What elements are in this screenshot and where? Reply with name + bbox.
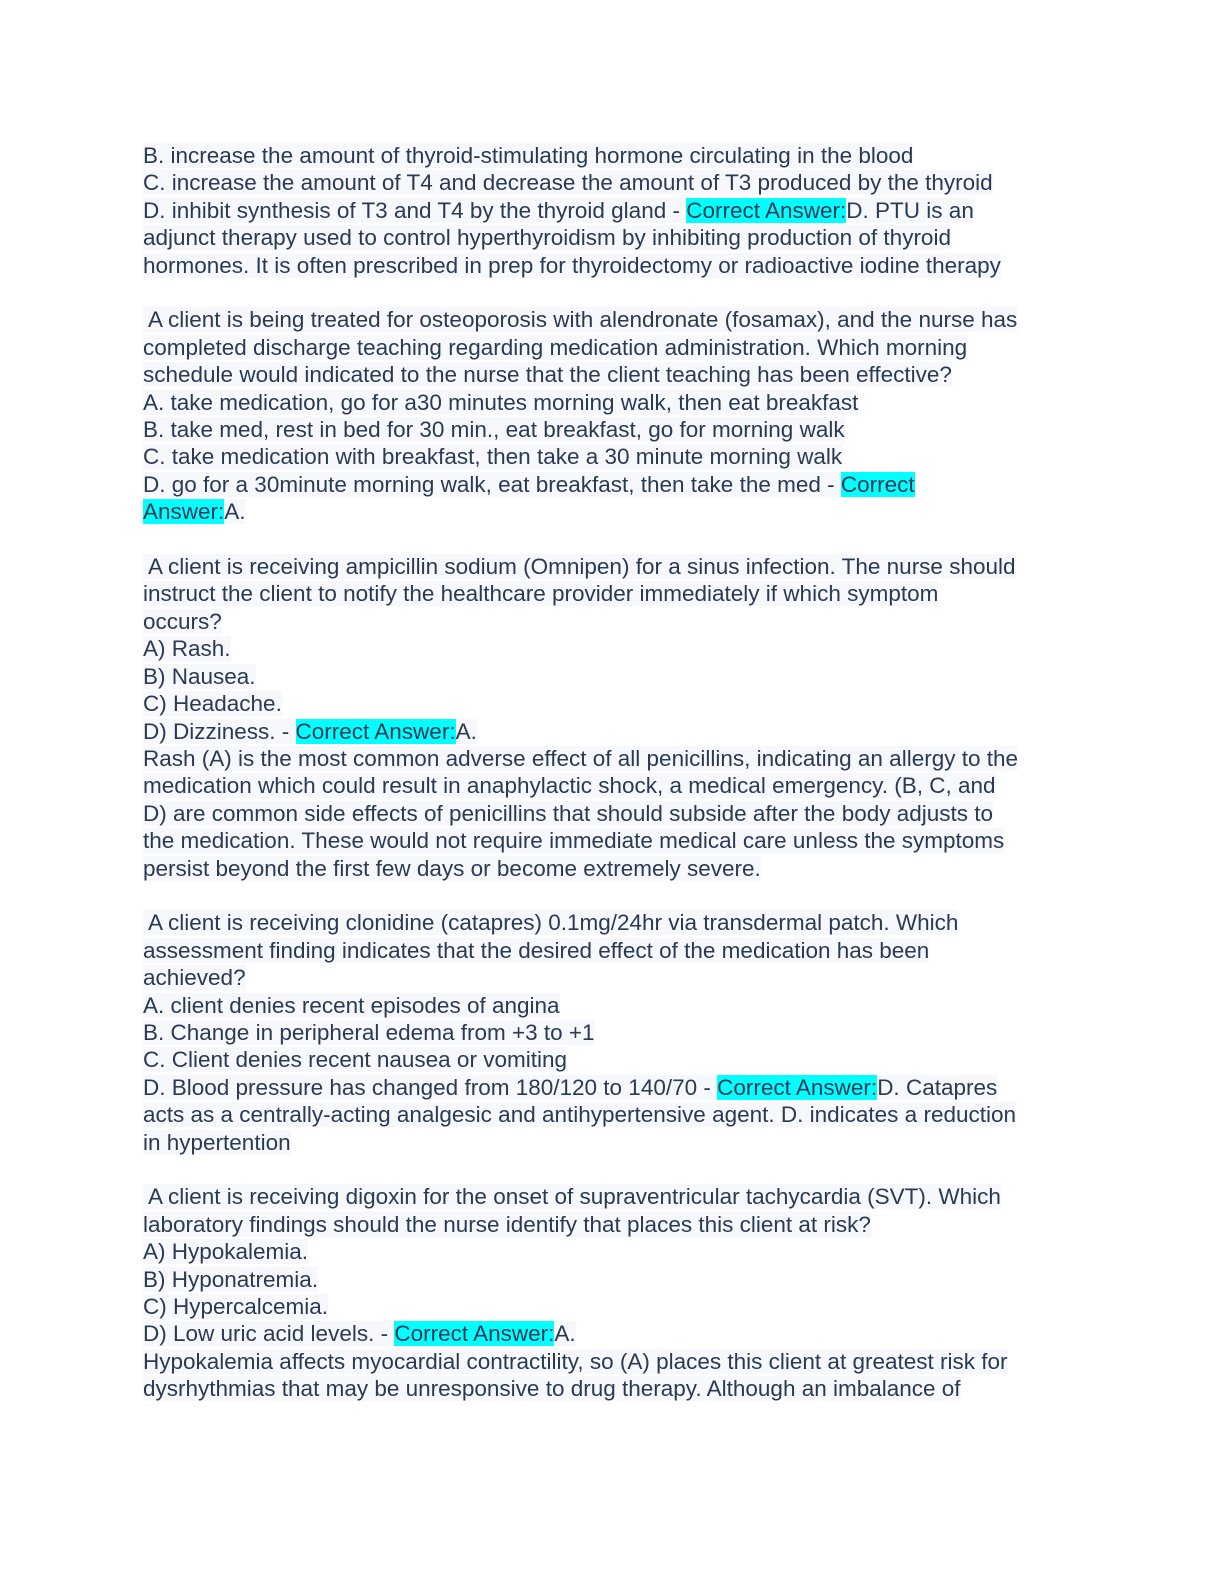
question-block: [143, 1183, 1078, 1402]
question-block: [143, 553, 1078, 882]
text-line: [143, 1019, 1078, 1046]
line-text: achieved?: [143, 965, 246, 991]
line-text: completed discharge teaching regarding medication administration. Which morning: [143, 334, 968, 360]
document-page: [143, 142, 1078, 1403]
text-line: [143, 608, 1078, 635]
correct-answer-highlight: Correct Answer:: [394, 1321, 555, 1347]
text-line: [143, 690, 1078, 717]
correct-answer-highlight: Answer:: [143, 499, 225, 525]
text-line: [143, 964, 1078, 991]
correct-answer-highlight: Correct Answer:: [295, 718, 456, 744]
line-text: D. inhibit synthesis of T3 and T4 by the thyroid gland -: [143, 197, 687, 223]
line-text: schedule would indicated to the nurse that the client teaching has been effective?: [143, 362, 952, 388]
text-line: [143, 909, 1078, 936]
text-line: [143, 1238, 1078, 1265]
line-text: A client is receiving digoxin for the onset of supraventricular tachycardia (SVT). Which: [143, 1184, 1001, 1210]
line-text: B) Hyponatremia.: [143, 1266, 319, 1292]
text-line: [143, 1074, 1078, 1101]
line-text: Hypokalemia affects myocardial contractility, so (A) places this client at greatest risk for: [143, 1348, 1008, 1374]
text-line: [143, 1348, 1078, 1375]
text-line: [143, 334, 1078, 361]
line-text: D. go for a 30minute morning walk, eat breakfast, then take the med -: [143, 471, 841, 497]
line-text: hormones. It is often prescribed in prep for thyroidectomy or radioactive iodine therapy: [143, 252, 1001, 278]
correct-answer-highlight: Correct Answer:: [717, 1074, 878, 1100]
line-text: in hypertention: [143, 1129, 291, 1155]
text-line: [143, 416, 1078, 443]
answer-text: D. Catapres: [877, 1074, 998, 1100]
line-text: D. Blood pressure has changed from 180/120 to 140/70 -: [143, 1074, 718, 1100]
text-line: [143, 635, 1078, 662]
line-text: medication which could result in anaphylactic shock, a medical emergency. (B, C, and: [143, 773, 996, 799]
line-text: C. increase the amount of T4 and decrease the amount of T3 produced by the thyroid: [143, 170, 993, 196]
text-line: [143, 553, 1078, 580]
text-line: [143, 827, 1078, 854]
line-text: A) Rash.: [143, 636, 231, 662]
paragraph-gap: [143, 526, 1078, 553]
line-text: B) Nausea.: [143, 663, 256, 689]
line-text: instruct the client to notify the healthcare provider immediately if which symptom: [143, 581, 939, 607]
line-text: C) Headache.: [143, 691, 282, 717]
line-text: D) Dizziness. -: [143, 718, 296, 744]
line-text: B. Change in peripheral edema from +3 to +1: [143, 1019, 595, 1045]
text-line: [143, 772, 1078, 799]
text-line: [143, 1129, 1078, 1156]
text-line: [143, 142, 1078, 169]
text-line: [143, 361, 1078, 388]
line-text: adjunct therapy used to control hyperthyroidism by inhibiting production of thyroid: [143, 225, 951, 251]
line-text: A) Hypokalemia.: [143, 1239, 309, 1265]
text-line: [143, 1101, 1078, 1128]
text-line: [143, 197, 1078, 224]
line-text: C) Hypercalcemia.: [143, 1294, 329, 1319]
answer-text: A.: [455, 718, 477, 744]
line-text: D) are common side effects of penicillins that should subside after the body adjusts to: [143, 800, 994, 826]
text-line: [143, 580, 1078, 607]
paragraph-gap: [143, 1156, 1078, 1183]
text-line: [143, 745, 1078, 772]
correct-answer-highlight: Correct: [840, 471, 915, 497]
text-line: [143, 855, 1078, 882]
text-line: [143, 992, 1078, 1019]
question-block: [143, 306, 1078, 525]
text-line: [143, 498, 1078, 525]
line-text: A. client denies recent episodes of angina: [143, 992, 560, 1018]
text-line: [143, 937, 1078, 964]
line-text: acts as a centrally-acting analgesic and antihypertensive agent. D. indicates a reduction: [143, 1102, 1017, 1128]
text-line: [143, 471, 1078, 498]
line-text: assessment finding indicates that the desired effect of the medication has been: [143, 937, 930, 963]
text-line: [143, 169, 1078, 196]
line-text: occurs?: [143, 608, 222, 634]
line-text: C. Client denies recent nausea or vomiting: [143, 1047, 567, 1073]
question-block: [143, 142, 1078, 279]
text-line: [143, 389, 1078, 416]
line-text: A client is receiving ampicillin sodium (Omnipen) for a sinus infection. The nurse should: [143, 554, 1016, 580]
text-line: [143, 1211, 1078, 1238]
line-text: A. take medication, go for a30 minutes morning walk, then eat breakfast: [143, 389, 859, 415]
line-text: B. take med, rest in bed for 30 min., eat breakfast, go for morning walk: [143, 417, 845, 443]
line-text: A client is being treated for osteoporosis with alendronate (fosamax), and the nurse has: [143, 307, 1018, 333]
text-line: [143, 443, 1078, 470]
paragraph-gap: [143, 882, 1078, 909]
text-line: [143, 252, 1078, 279]
text-line: [143, 663, 1078, 690]
text-line: [143, 1375, 1078, 1402]
answer-text: D. PTU is an: [846, 197, 974, 223]
line-text: A client is receiving clonidine (catapres) 0.1mg/24hr via transdermal patch. Which: [143, 910, 959, 936]
line-text: B. increase the amount of thyroid-stimulating hormone circulating in the blood: [143, 143, 914, 168]
question-block: [143, 909, 1078, 1156]
text-line: [143, 1293, 1078, 1320]
text-line: [143, 800, 1078, 827]
answer-text: A.: [224, 499, 246, 525]
text-line: [143, 1266, 1078, 1293]
line-text: dysrhythmias that may be unresponsive to drug therapy. Although an imbalance of: [143, 1376, 961, 1402]
line-text: C. take medication with breakfast, then take a 30 minute morning walk: [143, 444, 843, 470]
answer-text: A.: [554, 1321, 576, 1347]
text-line: [143, 1183, 1078, 1210]
text-line: [143, 718, 1078, 745]
text-line: [143, 224, 1078, 251]
line-text: Rash (A) is the most common adverse effect of all penicillins, indicating an allergy to the: [143, 745, 1019, 771]
text-line: [143, 1320, 1078, 1347]
paragraph-gap: [143, 279, 1078, 306]
text-line: [143, 1046, 1078, 1073]
line-text: the medication. These would not require immediate medical care unless the symptoms: [143, 828, 1005, 854]
correct-answer-highlight: Correct Answer:: [686, 197, 847, 223]
text-line: [143, 306, 1078, 333]
line-text: D) Low uric acid levels. -: [143, 1321, 395, 1347]
line-text: laboratory findings should the nurse identify that places this client at risk?: [143, 1211, 871, 1237]
line-text: persist beyond the first few days or become extremely severe.: [143, 855, 761, 881]
